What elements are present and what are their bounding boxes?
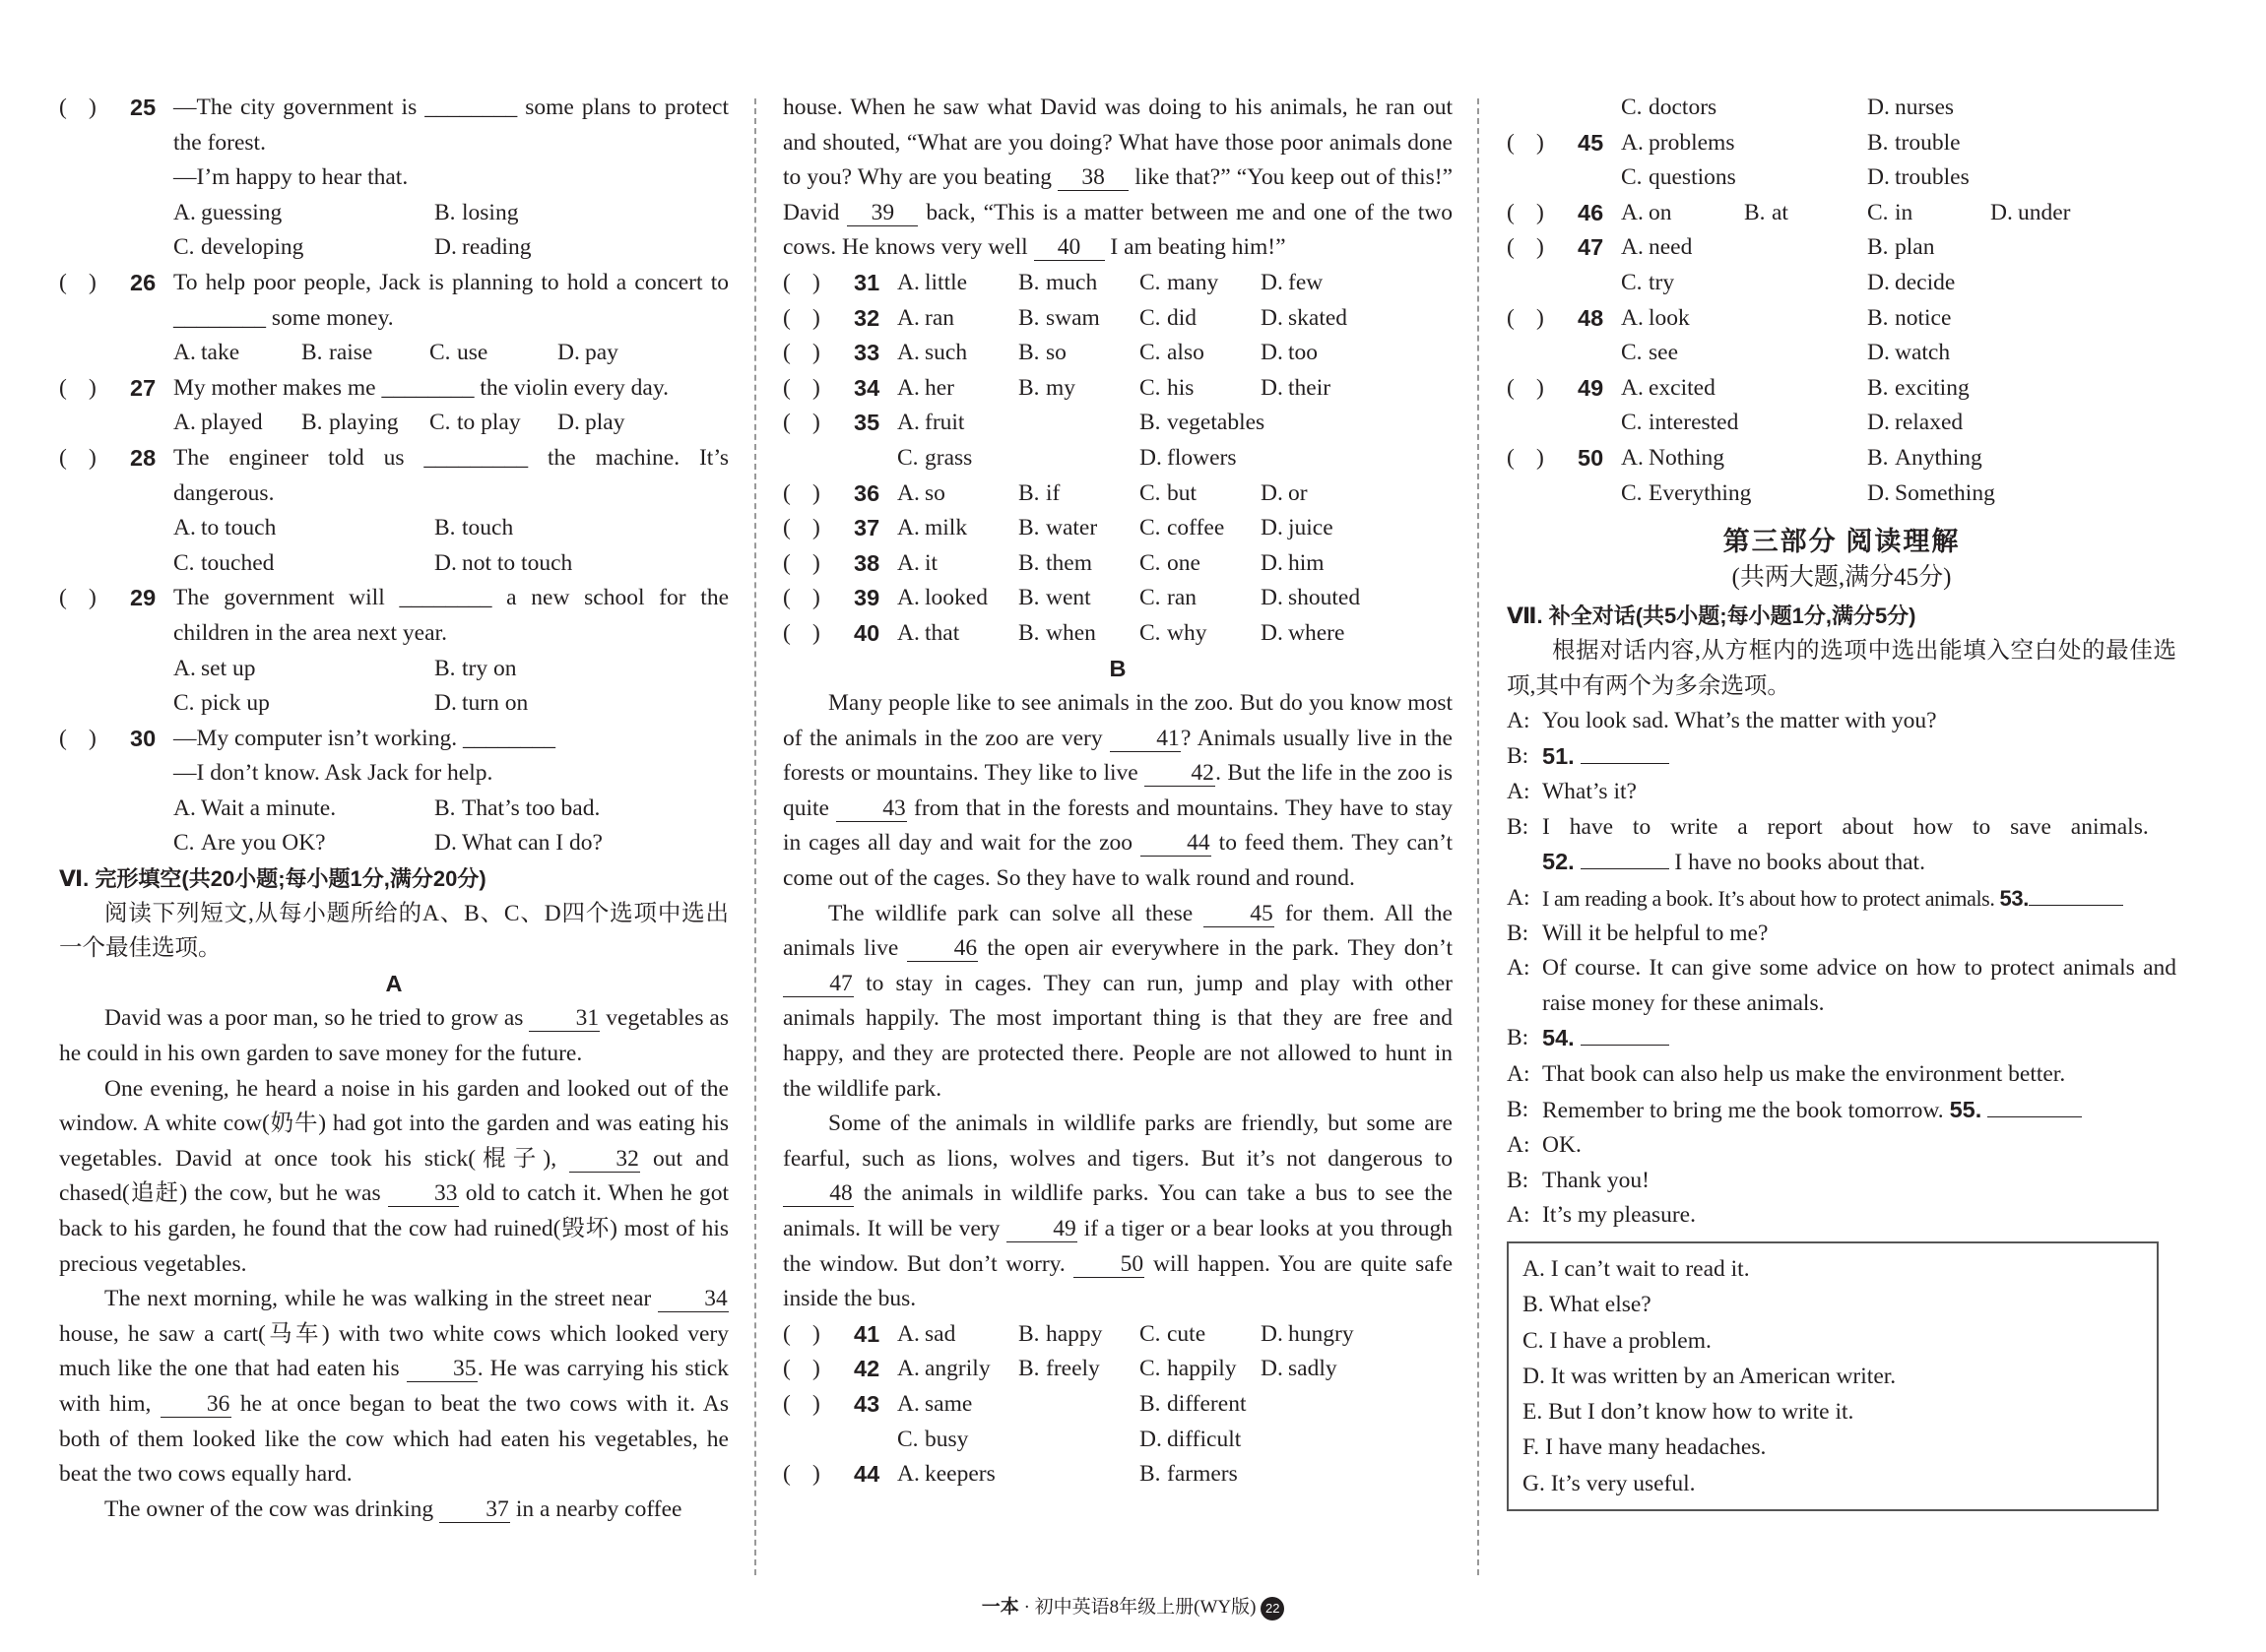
blank-38: 38 bbox=[1058, 164, 1129, 191]
dialogue-line: A: You look sad. What’s the matter with you? bbox=[1507, 708, 1937, 734]
blank-35: 35 bbox=[407, 1356, 478, 1382]
brand-logo: 一本 bbox=[981, 1597, 1019, 1618]
answer-blank-53 bbox=[2029, 905, 2123, 906]
blank-46: 46 bbox=[907, 935, 978, 962]
section-instructions: 根据对话内容,从方框内的选项中选出能填入空白处的最佳选项,其中有两个为多余选项。 bbox=[1507, 637, 2176, 699]
blank-42: 42 bbox=[1144, 760, 1215, 787]
dialogue-line: A: I am reading a book. It’s about how to protect animals. 53. bbox=[1507, 881, 2176, 917]
question-43: ( ) 43 A. same B. different C. busy D. difficult bbox=[783, 1390, 1247, 1452]
passage-title: B bbox=[1109, 655, 1127, 681]
question-40: ( ) 40 A. that B. when C. why D. where bbox=[783, 619, 1345, 646]
question-49: ( ) 49 A. excited B. exciting C. interested D. relaxed bbox=[1507, 374, 1970, 436]
blank-37: 37 bbox=[439, 1496, 510, 1523]
blank-36: 36 bbox=[161, 1391, 231, 1418]
passage-paragraph: The next morning, while he was walking in the street near 34 house, he saw a cart(马车) with two white cows which looked very much like the one that had eaten his 35. He was carrying his stick with him, 36 he at once began to beat the two cows with it. As both of them looked like the cow which had eaten his vegetables, he beat the two cows equally hard. bbox=[59, 1286, 729, 1488]
box-option: E. But I don’t know how to write it. bbox=[1522, 1399, 1854, 1426]
question-50: ( ) 50 A. Nothing B. Anything C. Everything D. Something bbox=[1507, 444, 1995, 506]
options: A. Wait a minute. B. That’s too bad. C. Are you OK? D. What can I do? bbox=[173, 794, 603, 857]
question-text: —The city government is ________ some plans to protect the forest. bbox=[173, 95, 729, 156]
question-29: ( ) 29 The government will ________ a new school for the children in the area next year. bbox=[59, 585, 729, 646]
question-47: ( ) 47 A. need B. plan C. try D. decide bbox=[1507, 234, 1956, 295]
box-option: C. I have a problem. bbox=[1522, 1327, 1712, 1354]
blank-44: 44 bbox=[1140, 830, 1211, 857]
column-divider bbox=[1477, 98, 1479, 1575]
dialogue-line: B: Remember to bring me the book tomorrow. 55. bbox=[1507, 1093, 2176, 1129]
dialogue-line: A: OK. bbox=[1507, 1132, 1582, 1159]
question-36: ( ) 36 A. so B. if C. but D. or bbox=[783, 479, 1308, 506]
box-option: A. I can’t wait to read it. bbox=[1522, 1256, 1750, 1282]
part-subtitle: (共两大题,满分45分) bbox=[1731, 563, 1952, 591]
dialogue-line: B: Thank you! bbox=[1507, 1167, 1650, 1193]
question-28: ( ) 28 The engineer told us _________ the machine. It’s dangerous. bbox=[59, 444, 729, 506]
question-26: ( ) 26 To help poor people, Jack is planning to hold a concert to ________ some money. bbox=[59, 269, 729, 331]
passage-paragraph: David was a poor man, so he tried to grow as 31 vegetables as he could in his own garden to save money for the future. bbox=[59, 1005, 729, 1067]
question-32: ( ) 32 A. ran B. swam C. did D. skated bbox=[783, 304, 1348, 331]
question-31: ( ) 31 A. little B. much C. many D. few bbox=[783, 269, 1324, 295]
question-34: ( ) 34 A. her B. my C. his D. their bbox=[783, 374, 1331, 401]
question-25: ( ) 25 —The city government is ________ some plans to protect the forest. bbox=[59, 91, 729, 160]
dialogue-line: B: Will it be helpful to me? bbox=[1507, 920, 1769, 946]
blank-33: 33 bbox=[388, 1180, 459, 1207]
blank-31: 31 bbox=[529, 1005, 600, 1032]
question-44-continued: C. doctors D. nurses bbox=[1621, 95, 1955, 120]
options: A. played B. playing C. to play D. play bbox=[173, 410, 625, 436]
blank-41: 41 bbox=[1110, 726, 1181, 752]
passage-paragraph: Many people like to see animals in the zoo. But do you know most of the animals in the zoo are very 41? Animals usually live in the forests or mountains. They like to live 42. But the life in the zoo is quite 43 from that in the forests and mountains. They have to stay in cages all day and wait for the zoo 44 to feed them. They can’t come out of the cages. So they have to walk round and round. bbox=[783, 690, 1453, 892]
passage-paragraph: house. When he saw what David was doing to his animals, he ran out and shouted, “What are you doing? What have those poor animals done to you? Why are you beating 38 like that?” “You keep out of this!” David 39 back, “This is a matter between me and one of the two cows. He knows very well 40 I am beating him!” bbox=[783, 95, 1454, 261]
blank-49: 49 bbox=[1006, 1216, 1077, 1242]
options: A. take B. raise C. use D. pay bbox=[173, 340, 618, 366]
box-option: B. What else? bbox=[1522, 1292, 1651, 1318]
options: A. guessing B. losing C. developing D. reading bbox=[173, 199, 532, 261]
blank-45: 45 bbox=[1203, 901, 1274, 927]
question-30: ( ) 30 —My computer isn’t working. ________ bbox=[59, 725, 555, 751]
column-3 bbox=[1507, 91, 2176, 1511]
question-number: 25 bbox=[130, 95, 157, 120]
question-46: ( ) 46 A. on B. at C. in D. under bbox=[1507, 199, 2071, 225]
answer-blank-52 bbox=[1581, 868, 1669, 869]
question-27: ( ) 27 My mother makes me ________ the violin every day. bbox=[59, 374, 669, 401]
dialogue-line: A: That book can also help us make the environment better. bbox=[1507, 1061, 2066, 1088]
question-33: ( ) 33 A. such B. so C. also D. too bbox=[783, 340, 1319, 366]
options: A. to touch B. touch C. touched D. not to touch bbox=[173, 515, 573, 576]
section-heading: Ⅵ. 完形填空(共20小题;每小题1分,满分20分) bbox=[59, 866, 486, 892]
question-35: ( ) 35 A. fruit B. vegetables C. grass D. flowers bbox=[783, 410, 1265, 471]
question-42: ( ) 42 A. angrily B. freely C. happily D. sadly bbox=[783, 1356, 1337, 1382]
question-39: ( ) 39 A. looked B. went C. ran D. shouted bbox=[783, 585, 1361, 611]
question-text: —I’m happy to hear that. bbox=[173, 164, 409, 191]
question-41: ( ) 41 A. sad B. happy C. cute D. hungry bbox=[783, 1320, 1354, 1347]
answer-blank-54 bbox=[1581, 1045, 1669, 1046]
page-number: 22 bbox=[1261, 1597, 1284, 1620]
column-2 bbox=[783, 91, 1453, 1493]
blank-43: 43 bbox=[836, 795, 907, 822]
blank-34: 34 bbox=[658, 1286, 729, 1312]
part-title: 第三部分 阅读理解 bbox=[1722, 527, 1961, 557]
column-divider bbox=[754, 98, 756, 1575]
box-option: D. It was written by an American writer. bbox=[1522, 1363, 1897, 1389]
answer-blank-55 bbox=[1987, 1116, 2082, 1117]
dialogue-line: B: I have to write a report about how to save animals. 52. I have no books about that. bbox=[1507, 813, 2149, 876]
question-45: ( ) 45 A. problems B. trouble C. questions D. troubles bbox=[1507, 129, 1970, 191]
blank-48: 48 bbox=[783, 1180, 854, 1207]
options-box bbox=[1507, 1241, 2159, 1511]
passage-paragraph: One evening, he heard a noise in his garden and looked out of the window. A white cow(奶牛) had got into the garden and was eating his vegetables. David at once took his stick(棍子), 32 out and chased(追赶) the cow, but he was 33 old to catch it. When he got back to his garden, he found that the cow had ruined(毁坏) most of his precious vegetables. bbox=[59, 1075, 729, 1277]
blank-47: 47 bbox=[783, 971, 854, 997]
footer-text: · 初中英语8年级上册(WY版) bbox=[1018, 1597, 1257, 1618]
blank-50: 50 bbox=[1073, 1251, 1144, 1278]
blank-39: 39 bbox=[847, 200, 918, 226]
dialogue-line: A: It’s my pleasure. bbox=[1507, 1202, 1696, 1229]
section-instructions: 阅读下列短文,从每小题所给的A、B、C、D四个选项中选出一个最佳选项。 bbox=[59, 900, 729, 962]
options: A. set up B. try on C. pick up D. turn on bbox=[173, 655, 529, 717]
dialogue-line: B: 51. bbox=[1507, 739, 2176, 776]
question-48: ( ) 48 A. look B. notice C. see D. watch bbox=[1507, 304, 1952, 366]
box-option: G. It’s very useful. bbox=[1522, 1470, 1696, 1496]
page-footer bbox=[0, 1592, 2266, 1620]
answer-blank-51 bbox=[1581, 763, 1669, 764]
section-heading: Ⅶ. 补全对话(共5小题;每小题1分,满分5分) bbox=[1507, 604, 1916, 629]
passage-paragraph: The wildlife park can solve all these 45 for them. All the animals live 46 the open air everywhere in the park. They don’t 47 to stay in cages. They can run, jump and play with other animals happily. The most important thing is that they are free and happy, and they are protected there. People are not allowed to hunt in the wildlife park. bbox=[783, 900, 1453, 1102]
passage-paragraph: Some of the animals in wildlife parks are friendly, but some are fearful, such as lions, wolves and tigers. But it’s not dangerous to 48 the animals in wildlife parks. You can take a bus to see the animals. It will be very 49 if a tiger or a bear looks at you through the window. But don’t worry. 50 will happen. You are quite safe inside the bus. bbox=[783, 1111, 1453, 1312]
dialogue bbox=[1507, 704, 2176, 1234]
passage-paragraph: The owner of the cow was drinking 37 in a nearby coffee bbox=[104, 1495, 682, 1522]
dialogue-line: A: Of course. It can give some advice on how to protect animals and raise money for these animals. bbox=[1507, 955, 2176, 1016]
dialogue-line: B: 54. bbox=[1507, 1021, 2176, 1057]
box-option: F. I have many headaches. bbox=[1522, 1434, 1767, 1461]
blank-40: 40 bbox=[1034, 234, 1105, 261]
passage-title: A bbox=[385, 970, 403, 996]
question-44: ( ) 44 A. keepers B. farmers bbox=[783, 1461, 1238, 1488]
dialogue-line: A: What’s it? bbox=[1507, 779, 1637, 805]
blank-32: 32 bbox=[569, 1146, 640, 1173]
question-38: ( ) 38 A. it B. them C. one D. him bbox=[783, 549, 1325, 576]
column-1: ( ) 25 —The city government is ________ some plans to protect the forest. —I’m happy to hear that. A. guessing B. losing C. developing D. reading ( ) 26 To help poor people, Jack is planning to hold a concert to ________ some money. A. take B. raise C. use D. pay ( ) 27 My mother makes me ________ the violin every day. A. played B. playing C. to play D. play ( ) 28 The engineer told us _________ the machine. It’s dangerous. A. to touch B. touch C. touched D. not to touch ( ) 29 The government will ________ a new school for the children in the area next year. A. set up B. try on C. pick up D. turn on ( ) 30 —My computer isn’t working. ________ —I don’t know. Ask Jack for help. A. Wait a minute. B. That’s too bad. C. Are you OK? D. What can I do? Ⅵ. 完形填空(共20小题;每小题1分,满分20分) 阅读下列短文,从每小题所给的A、B、C、D四个选项中选出一个最佳选项。 A David was a poor man, so he tried to grow as 31 vegetables as he could in his own garden to save money for the future. One evening, he heard a noise in his garden and looked out of the window. A white cow(奶牛) had got into the garden and was eating his vegetables. David at once took his stick(棍子), 32 out and chased(追赶) the cow, but he was 33 old to catch it. When he got back to his garden, he found that the cow had ruined(毁坏) most of his precious vegetables. The next morning, while he was walking in the street near 34 house, he saw a cart(马车) with two white cows which looked very much like the one that had eaten his 35. He was carrying his stick with him, 36 he at once began to beat the two cows with it. As both of them looked like the cow which had eaten his vegetables, he beat the two cows equally hard. The owner of the cow was drinking 37 in a nearby coffee bbox=[59, 91, 729, 1527]
question-37: ( ) 37 A. milk B. water C. coffee D. juice bbox=[783, 515, 1333, 541]
